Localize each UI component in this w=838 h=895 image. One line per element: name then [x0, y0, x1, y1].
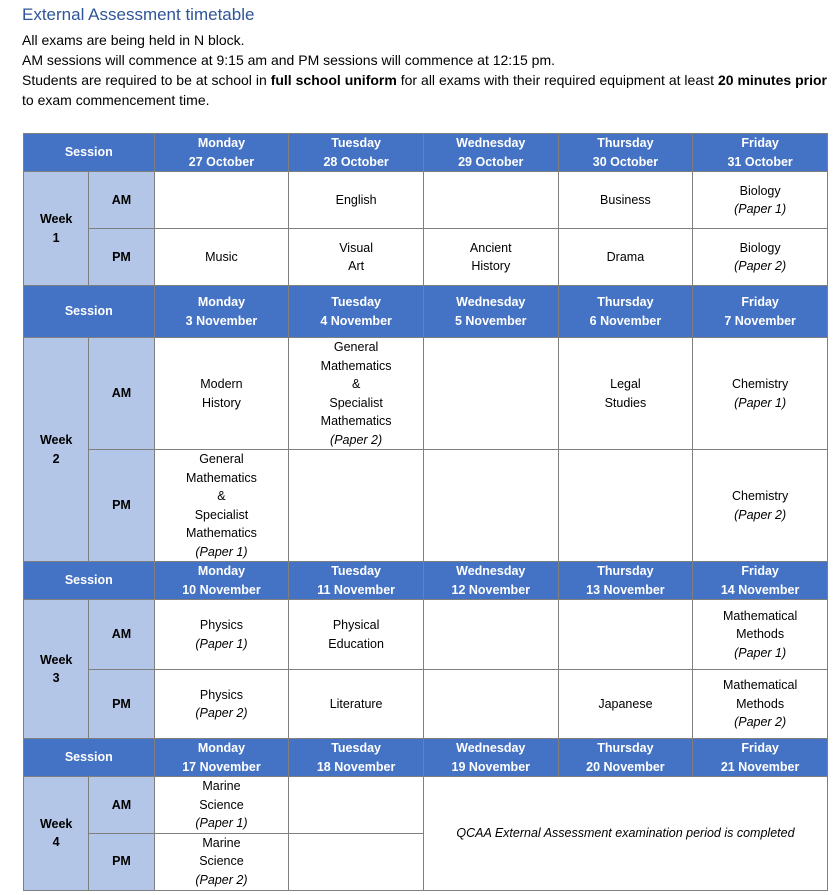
day-header [693, 739, 828, 777]
exam-subject-line: Art [348, 259, 365, 273]
am-label: AM [89, 777, 154, 834]
day-header [289, 739, 424, 777]
timetable [23, 133, 828, 891]
exam-subject-line: General [333, 340, 379, 354]
exam-period-completed-note: QCAA External Assessment examination period is completed [423, 777, 827, 891]
day-date: 7 November [724, 313, 796, 328]
day-date: 30 October [592, 154, 659, 169]
day-date: 5 November [454, 313, 527, 328]
exam-subject-line: Biology [739, 240, 781, 255]
exam-subject-line: Biology [739, 183, 781, 198]
exam-cell [423, 338, 558, 450]
exam-cell [693, 450, 828, 562]
exam-paper: (Paper 2) [734, 259, 787, 273]
exam-subject-line: Physical [332, 618, 380, 632]
exam-cell [289, 172, 424, 229]
intro-text [22, 30, 827, 110]
exam-cell [154, 172, 289, 229]
day-header [558, 739, 693, 777]
exam-cell [693, 600, 828, 670]
intro-text-part: to exam commencement time. [22, 92, 210, 108]
exam-subject-line: Music [205, 249, 238, 264]
exam-subject-line: Ancient [469, 240, 512, 255]
day-name: Friday [741, 564, 779, 578]
day-name: Friday [741, 295, 779, 309]
exam-cell [289, 338, 424, 450]
day-date: 31 October [727, 154, 793, 169]
exam-subject-line: Drama [606, 249, 645, 264]
day-name: Friday [741, 136, 779, 150]
day-date: 14 November [720, 582, 800, 597]
session-header: Session [24, 134, 155, 172]
exam-subject-line: Physics [199, 618, 243, 632]
exam-subject-line: Studies [604, 395, 647, 410]
day-header [154, 286, 289, 338]
exam-cell [289, 833, 424, 890]
day-date: 11 November [317, 582, 396, 597]
exam-subject-line: Japanese [598, 696, 653, 711]
day-name: Thursday [597, 136, 654, 150]
pm-session-row [24, 229, 828, 286]
exam-cell [693, 338, 828, 450]
day-date: 4 November [320, 313, 392, 328]
intro-line-times: AM sessions will commence at 9:15 am and PM sessions will commence at 12:15 pm. [22, 52, 555, 68]
exam-cell [154, 338, 289, 450]
day-header [289, 134, 424, 172]
exam-cell [154, 450, 289, 562]
exam-subject-line: English [335, 192, 377, 207]
exam-subject-line: Education [328, 636, 384, 651]
day-name: Monday [197, 136, 246, 150]
intro-text-part: Students are required to be at school in [22, 72, 271, 88]
exam-cell [154, 600, 289, 670]
day-date: 21 November [720, 759, 800, 774]
exam-paper: (Paper 1) [195, 544, 248, 559]
exam-paper: (Paper 2) [734, 715, 787, 730]
exam-subject-line: Marine [202, 779, 241, 793]
day-name: Monday [197, 741, 246, 755]
exam-paper: (Paper 1) [195, 816, 248, 830]
exam-paper: (Paper 2) [330, 432, 383, 447]
week-number: 4 [52, 835, 60, 850]
am-session-row [24, 338, 828, 450]
exam-cell [693, 229, 828, 286]
exam-subject-line: Mathematics [320, 358, 392, 373]
week-header-row [24, 562, 828, 600]
session-header: Session [24, 286, 155, 338]
day-name: Tuesday [331, 741, 381, 755]
pm-label: PM [89, 833, 154, 890]
session-header: Session [24, 739, 155, 777]
pm-session-row [24, 450, 828, 562]
exam-cell [558, 338, 693, 450]
day-header [423, 739, 558, 777]
exam-cell [558, 670, 693, 739]
exam-subject-line: & [217, 489, 226, 503]
exam-subject-line: Mathematics [320, 414, 392, 428]
week-number: 1 [52, 230, 60, 245]
day-header [558, 134, 693, 172]
week-label [24, 600, 89, 739]
am-label: AM [89, 600, 154, 670]
day-name: Thursday [597, 741, 654, 755]
exam-cell [558, 229, 693, 286]
week-header-row [24, 739, 828, 777]
exam-subject-line: Science [199, 854, 244, 869]
week-word: Week [39, 816, 73, 831]
day-header [289, 286, 424, 338]
week-header-row [24, 286, 828, 338]
exam-cell [289, 450, 424, 562]
day-name: Thursday [597, 564, 654, 578]
exam-subject-line: & [351, 377, 361, 391]
day-date: 20 November [586, 759, 665, 774]
week-label [24, 777, 89, 891]
pm-label: PM [89, 229, 154, 286]
exam-subject-line: Mathematical [722, 678, 798, 693]
exam-subject-line: Physics [199, 687, 243, 702]
exam-subject-line: Chemistry [731, 377, 789, 391]
day-header [693, 286, 828, 338]
exam-cell [154, 833, 289, 890]
exam-cell [154, 670, 289, 739]
exam-subject-line: History [202, 395, 241, 410]
exam-subject-line: History [471, 259, 511, 273]
exam-cell [289, 670, 424, 739]
exam-subject-line: Modern [200, 377, 243, 391]
exam-subject-line: Marine [202, 835, 241, 850]
day-date: 29 October [458, 154, 524, 169]
intro-line-requirements [22, 70, 827, 110]
day-name: Wednesday [456, 564, 526, 578]
day-name: Thursday [597, 295, 654, 309]
day-header [154, 562, 289, 600]
pm-session-row [24, 670, 828, 739]
exam-cell [154, 229, 289, 286]
week-label [24, 338, 89, 562]
day-date: 27 October [188, 154, 255, 169]
week-word: Week [39, 652, 73, 667]
intro-bold-uniform: full school uniform [270, 72, 397, 88]
day-date: 13 November [586, 582, 665, 597]
exam-cell [558, 450, 693, 562]
exam-subject-line: Legal [610, 377, 641, 391]
day-header [558, 286, 693, 338]
exam-paper: (Paper 2) [734, 507, 787, 522]
exam-subject-line: Methods [736, 696, 785, 711]
week-label [24, 172, 89, 286]
exam-paper: (Paper 1) [195, 636, 248, 651]
day-header [289, 562, 424, 600]
intro-text-part: for all exams with their required equipment at least [396, 72, 718, 88]
day-name: Wednesday [456, 295, 526, 309]
exam-paper: (Paper 1) [734, 645, 787, 660]
pm-label: PM [89, 450, 154, 562]
exam-subject-line: Literature [329, 696, 383, 711]
week-number: 3 [52, 671, 60, 685]
exam-subject-line: Mathematics [186, 526, 257, 540]
exam-cell [423, 229, 558, 286]
exam-cell [289, 777, 424, 834]
page-title: External Assessment timetable [22, 5, 255, 24]
am-session-row [24, 600, 828, 670]
week-number: 2 [52, 451, 60, 466]
am-label: AM [89, 172, 154, 229]
day-date: 18 November [316, 759, 396, 774]
exam-subject-line: Specialist [329, 395, 383, 410]
pm-label: PM [89, 670, 154, 739]
day-header [423, 286, 558, 338]
day-header [693, 134, 828, 172]
day-name: Tuesday [331, 136, 381, 150]
exam-paper: (Paper 1) [734, 202, 787, 216]
day-date: 10 November [182, 582, 261, 597]
exam-paper: (Paper 2) [195, 872, 248, 887]
day-header [423, 134, 558, 172]
day-header [154, 739, 289, 777]
exam-cell [423, 172, 558, 229]
day-name: Wednesday [456, 741, 526, 755]
am-label: AM [89, 338, 154, 450]
week-header-row [24, 134, 828, 172]
exam-cell [289, 600, 424, 670]
day-name: Friday [741, 741, 779, 755]
exam-cell [423, 450, 558, 562]
day-name: Tuesday [331, 564, 381, 578]
exam-cell [423, 600, 558, 670]
exam-cell [154, 777, 289, 834]
day-date: 12 November [451, 582, 531, 597]
exam-subject-line: Mathematical [722, 608, 798, 623]
day-date: 28 October [323, 154, 389, 169]
day-date: 6 November [589, 313, 662, 328]
intro-bold-time: 20 minutes prior [717, 72, 827, 88]
exam-subject-line: Specialist [194, 507, 249, 522]
exam-subject-line: Methods [736, 627, 785, 642]
intro-line-location: All exams are being held in N block. [22, 32, 245, 48]
session-header: Session [24, 562, 155, 600]
exam-cell [693, 670, 828, 739]
exam-subject-line: General [199, 452, 244, 466]
exam-subject-line: Mathematics [186, 470, 257, 485]
exam-cell [423, 670, 558, 739]
am-session-row [24, 172, 828, 229]
day-header [154, 134, 289, 172]
exam-subject-line: Chemistry [731, 489, 789, 503]
exam-cell [558, 600, 693, 670]
day-header [693, 562, 828, 600]
day-name: Monday [197, 564, 246, 578]
am-session-row [24, 777, 828, 834]
exam-paper: (Paper 1) [734, 395, 787, 410]
exam-cell [289, 229, 424, 286]
day-name: Monday [197, 295, 246, 309]
day-date: 17 November [182, 759, 261, 774]
day-date: 3 November [185, 313, 258, 328]
day-name: Tuesday [331, 295, 381, 309]
exam-cell [693, 172, 828, 229]
exam-subject-line: Science [199, 797, 244, 812]
exam-cell [558, 172, 693, 229]
week-word: Week [39, 212, 73, 226]
week-word: Week [39, 433, 73, 447]
exam-subject-line: Visual [339, 240, 374, 255]
exam-subject-line: Business [600, 192, 651, 207]
day-name: Wednesday [456, 136, 526, 150]
day-header [558, 562, 693, 600]
exam-paper: (Paper 2) [195, 706, 248, 720]
day-date: 19 November [451, 759, 531, 774]
day-header [423, 562, 558, 600]
